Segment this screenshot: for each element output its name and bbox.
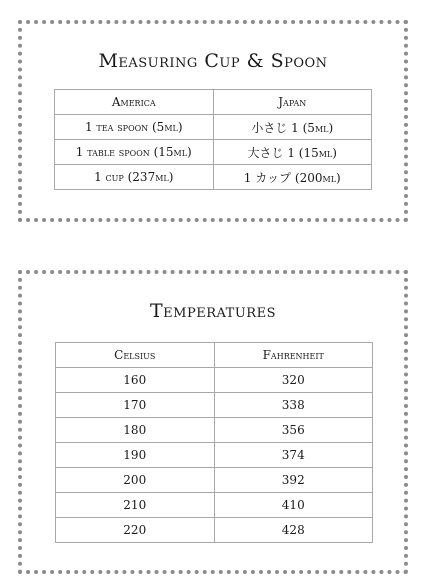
- table-row: [55, 115, 372, 140]
- table-cell: 374: [214, 443, 373, 468]
- table-cell: 428: [214, 518, 373, 543]
- column-header-japan: Japan: [213, 90, 372, 115]
- table-row: [56, 443, 373, 468]
- table-cell: 1 table spoon (15ml): [55, 140, 214, 165]
- temperatures-card: [18, 270, 408, 574]
- table-row: [56, 393, 373, 418]
- table-row: [56, 418, 373, 443]
- table-cell: 180: [56, 418, 215, 443]
- table-cell: 410: [214, 493, 373, 518]
- table-row: [56, 518, 373, 543]
- column-header-america: America: [55, 90, 214, 115]
- table-cell: 1 カップ (200ml): [213, 165, 372, 190]
- table-cell: 160: [56, 368, 215, 393]
- temperatures-table: [55, 342, 373, 543]
- table-header-row: [55, 90, 372, 115]
- table-row: [55, 140, 372, 165]
- table-cell: 338: [214, 393, 373, 418]
- table-row: [56, 468, 373, 493]
- table-cell: 210: [56, 493, 215, 518]
- table-cell: 小さじ 1 (5ml): [213, 115, 372, 140]
- table-row: [56, 368, 373, 393]
- column-header-celsius: Celsius: [56, 343, 215, 368]
- table-cell: 220: [56, 518, 215, 543]
- table-row: [56, 493, 373, 518]
- measuring-cup-spoon-card: [18, 20, 408, 222]
- column-header-fahrenheit: Fahrenheit: [214, 343, 373, 368]
- table-cell: 200: [56, 468, 215, 493]
- table-cell: 1 cup (237ml): [55, 165, 214, 190]
- table-cell: 356: [214, 418, 373, 443]
- table-header-row: [56, 343, 373, 368]
- table-cell: 190: [56, 443, 215, 468]
- table-cell: 大さじ 1 (15ml): [213, 140, 372, 165]
- table-cell: 392: [214, 468, 373, 493]
- table-cell: 170: [56, 393, 215, 418]
- table-cell: 1 tea spoon (5ml): [55, 115, 214, 140]
- measuring-title: Measuring Cup & Spoon: [98, 50, 328, 72]
- measuring-table: [54, 89, 372, 190]
- table-row: [55, 165, 372, 190]
- temperatures-title: Temperatures: [150, 300, 276, 322]
- table-cell: 320: [214, 368, 373, 393]
